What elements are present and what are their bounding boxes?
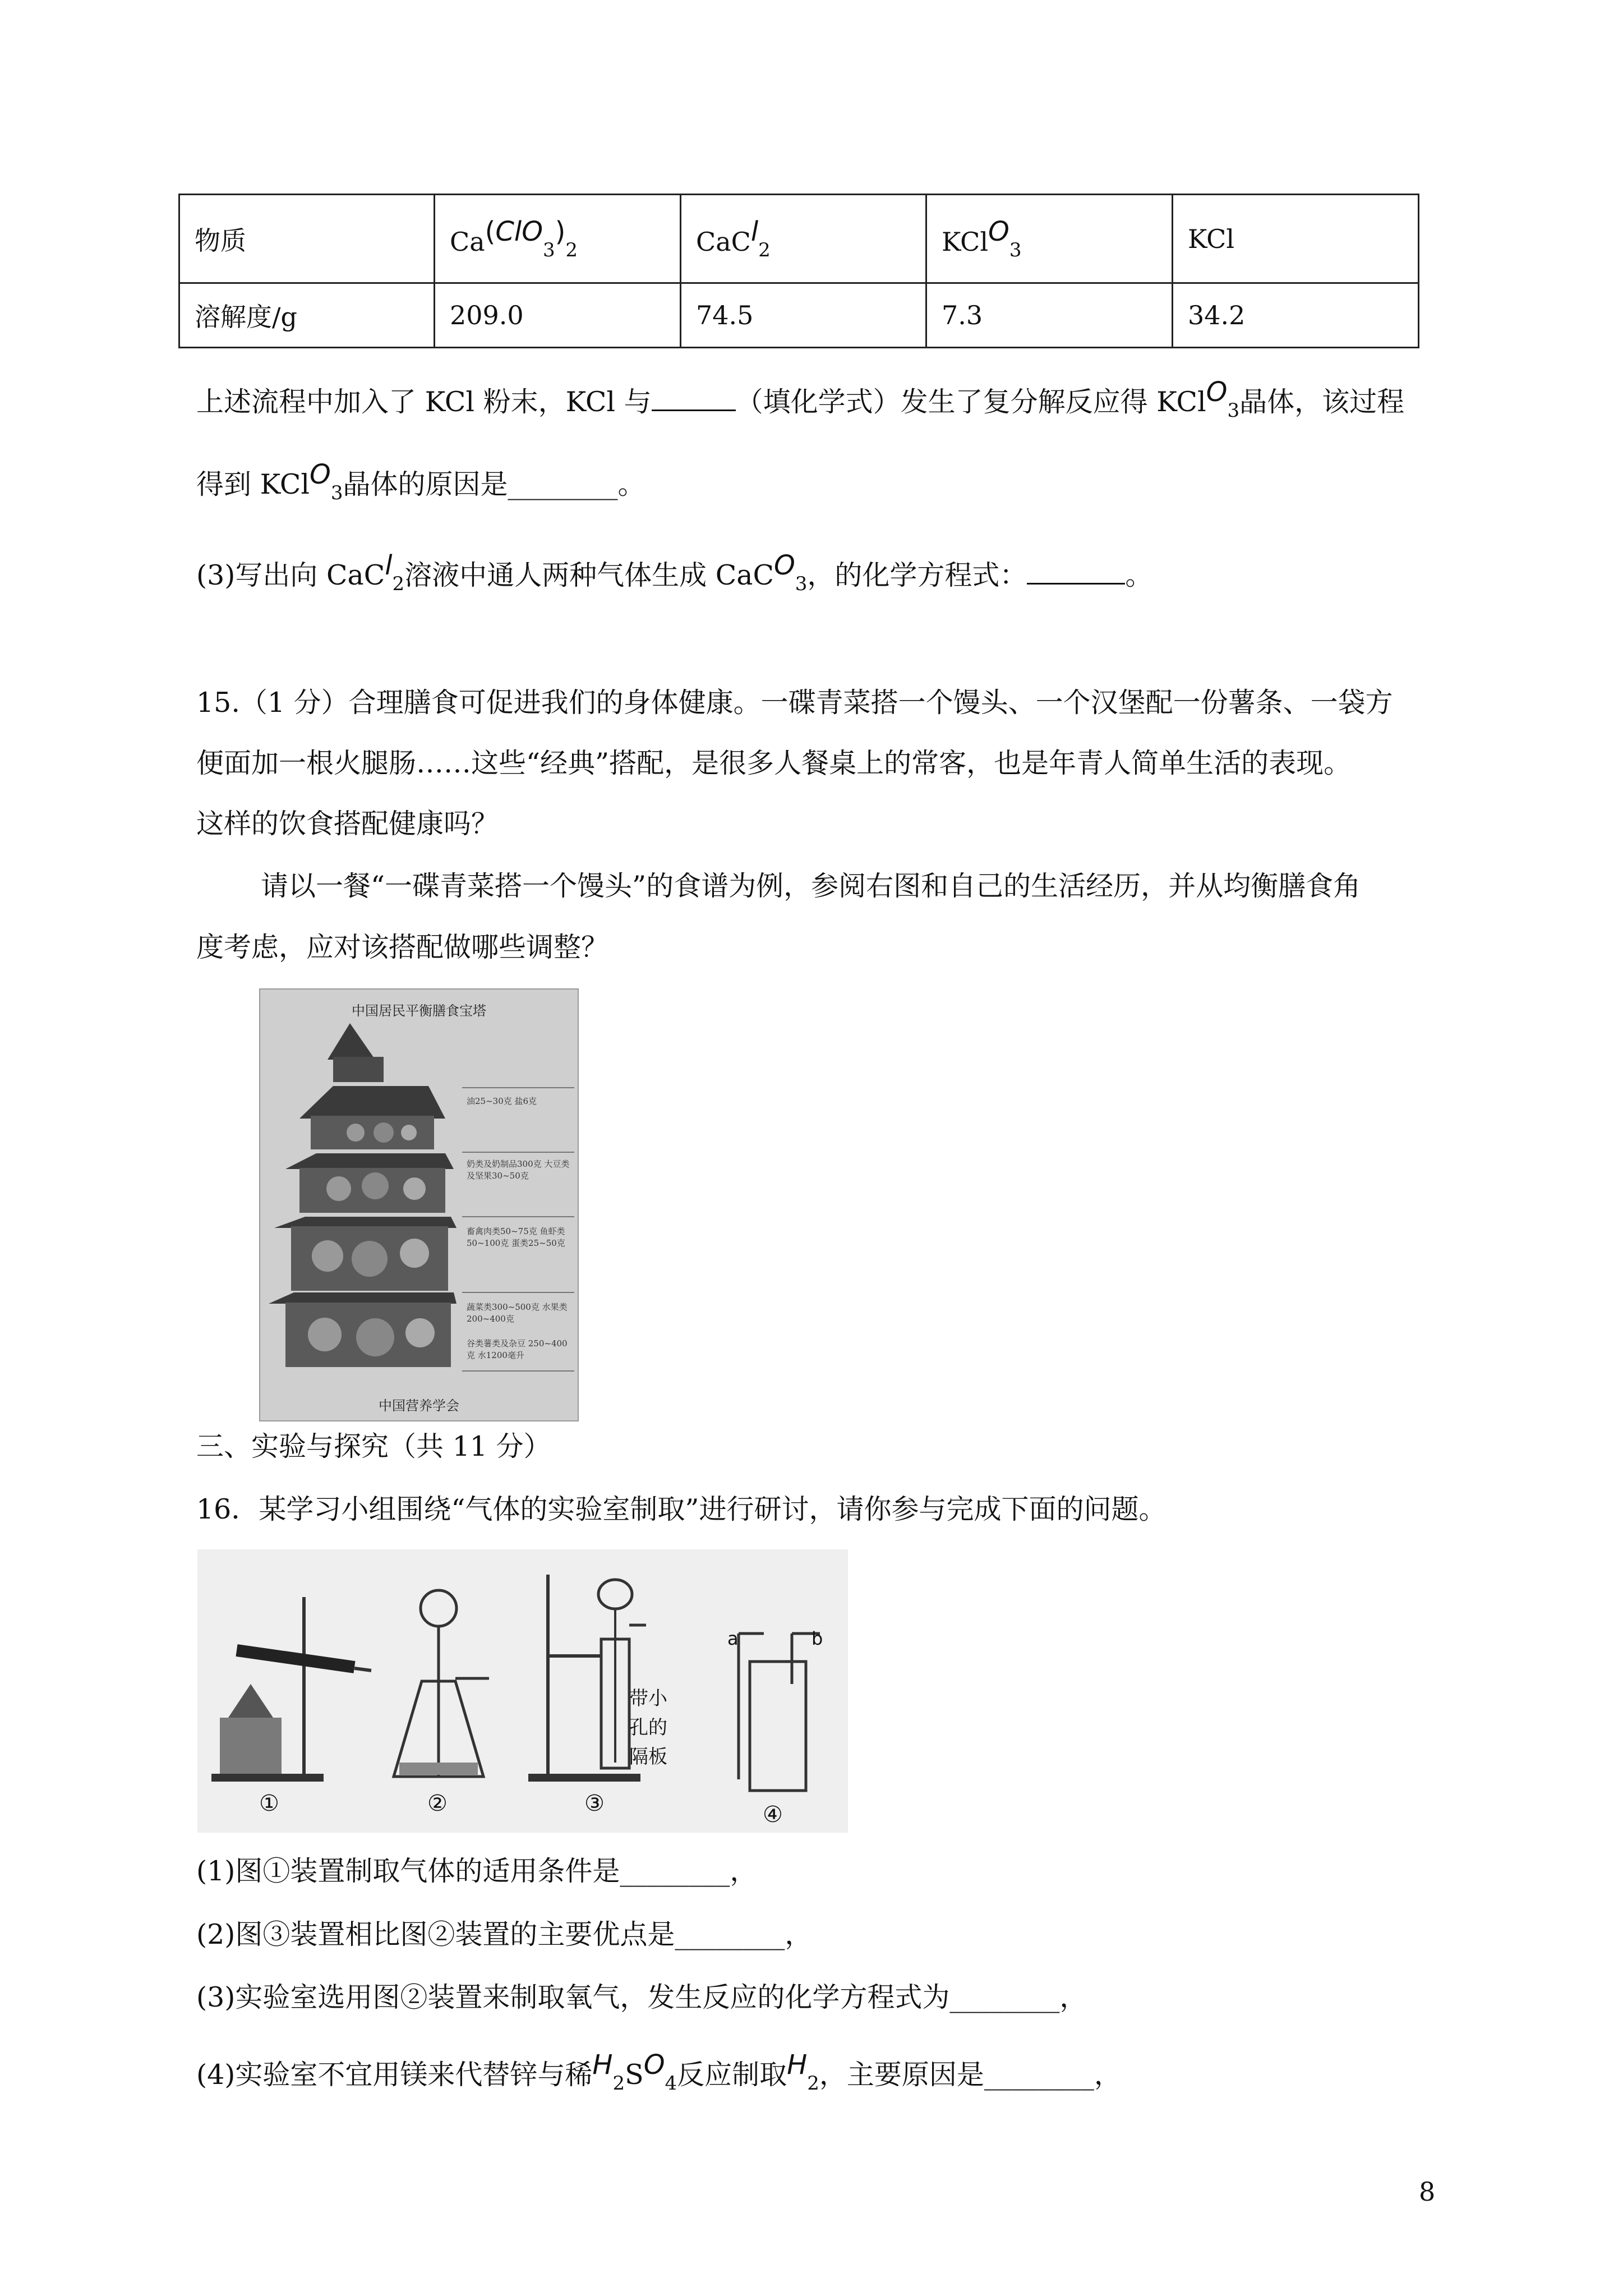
apparatus-illustration bbox=[197, 1549, 848, 1833]
pagoda-title: 中国居民平衡膳食宝塔 bbox=[352, 1003, 486, 1019]
text: 反应制取 bbox=[677, 2059, 787, 2091]
q16-part1 bbox=[196, 1854, 757, 1889]
pagoda-tier-3: 畜禽肉类50~75克 鱼虾类50~100克 蛋类25~50克 bbox=[467, 1226, 565, 1248]
answer-blank[interactable]: ________ bbox=[508, 468, 618, 500]
answer-blank[interactable]: ________ bbox=[675, 1918, 785, 1950]
plate-label-line: 隔板 bbox=[629, 1746, 667, 1768]
q15-line4: 请以一餐“一碟青菜搭一个馒头”的食谱为例，参阅右图和自己的生活经历，并从均衡膳食角 bbox=[261, 870, 1361, 902]
port-label-a: a bbox=[727, 1628, 739, 1649]
plate-label-line: 孔的 bbox=[629, 1717, 667, 1739]
q16-part2 bbox=[196, 1917, 812, 1952]
q16-part3 bbox=[196, 1980, 1087, 2015]
text: (3)实验室选用图②装置来制取氧气，发生反应的化学方程式为 bbox=[196, 1981, 950, 2013]
cell-text: 物质 bbox=[195, 225, 246, 256]
text: （填化学式）发生了复分解反应得 KCl bbox=[735, 386, 1206, 418]
table-cell: 74.5 bbox=[681, 283, 926, 348]
text: 得到 KCl bbox=[196, 468, 310, 500]
q14-part3: (3)写出向 CaCl$_2$溶液中通人两种气体生成 CaCO$_3$，的化学方程式： 。 bbox=[196, 550, 1153, 595]
text: ，主要原因是 bbox=[819, 2059, 984, 2091]
port-label-b: b bbox=[811, 1628, 823, 1649]
page-number: 8 bbox=[1419, 2177, 1436, 2207]
section-3-heading: 三、实验与探究（共 11 分） bbox=[196, 1430, 551, 1462]
solubility-table bbox=[178, 194, 1419, 348]
table-header-kcl bbox=[1173, 195, 1419, 283]
table-cell: 34.2 bbox=[1173, 283, 1419, 348]
plate-label-line: 带小 bbox=[629, 1687, 667, 1710]
text: ，的化学方程式： bbox=[807, 559, 1027, 591]
text: 晶体的原因是 bbox=[343, 468, 508, 500]
q15-line2: 便面加一根火腿肠……这些“经典”搭配，是很多人餐桌上的常客，也是年青人简单生活的表现。 bbox=[196, 747, 1352, 779]
pagoda-tier-5: 谷类薯类及杂豆 250~400克 水1200毫升 bbox=[467, 1338, 568, 1360]
text: 晶体，该过程 bbox=[1239, 386, 1405, 418]
table-header-cacl2: CaCl$_2$ bbox=[681, 195, 926, 283]
text: 溶液中通人两种气体生成 CaC bbox=[404, 559, 774, 591]
text: (3)写出向 CaC bbox=[196, 559, 385, 591]
table-row-label: 溶解度/g bbox=[179, 283, 435, 348]
text: ， bbox=[1059, 1981, 1087, 2013]
q15-line3: 这样的饮食搭配健康吗？ bbox=[196, 808, 499, 840]
apparatus-figure bbox=[197, 1549, 848, 1833]
table-cell: 7.3 bbox=[926, 283, 1173, 348]
q14-line1: 上述流程中加入了 KCl 粉末，KCl 与 （填化学式）发生了复分解反应得 KClO$_3$晶体，该过程 bbox=[196, 376, 1405, 422]
text: 。 bbox=[1125, 559, 1153, 591]
text: (2)图③装置相比图②装置的主要优点是 bbox=[196, 1918, 675, 1950]
text: ， bbox=[730, 1855, 758, 1887]
apparatus-label-1: ① bbox=[259, 1791, 279, 1816]
q16-intro: 16．某学习小组围绕“气体的实验室制取”进行研讨，请你参与完成下面的问题。 bbox=[196, 1493, 1166, 1525]
q15-line1: 15.（1 分）合理膳食可促进我们的身体健康。一碟青菜搭一个馒头、一个汉堡配一份薯条、一袋方 bbox=[196, 687, 1393, 719]
table-header-ca-clo3: $Ca(ClO_3)_2$ bbox=[435, 195, 681, 283]
q16-part4: (4)实验室不宜用镁来代替锌与稀$H_2SO_4$反应制取$H_2$，主要原因是________， bbox=[196, 2049, 1122, 2095]
answer-blank[interactable]: ________ bbox=[620, 1855, 730, 1887]
text: (1)图①装置制取气体的适用条件是 bbox=[196, 1855, 620, 1887]
pagoda-footer: 中国营养学会 bbox=[379, 1398, 459, 1414]
pagoda-tier-4: 蔬菜类300~500克 水果类200~400克 bbox=[467, 1302, 568, 1324]
pagoda-tier-1: 油25~30克 盐6克 bbox=[467, 1096, 537, 1106]
answer-blank[interactable]: ________ bbox=[949, 1981, 1060, 2013]
text: (4)实验室不宜用镁来代替锌与稀 bbox=[196, 2059, 593, 2091]
apparatus-label-4: ④ bbox=[763, 1802, 783, 1828]
text: ， bbox=[1094, 2059, 1122, 2091]
table-header-substance bbox=[179, 195, 435, 283]
answer-blank[interactable] bbox=[652, 387, 736, 411]
perforated-plate-label bbox=[629, 1684, 667, 1772]
answer-blank[interactable]: ________ bbox=[984, 2059, 1094, 2091]
text: 上述流程中加入了 KCl 粉末，KCl 与 bbox=[196, 386, 652, 418]
pagoda-tier-2: 奶类及奶制品300克 大豆类及坚果30~50克 bbox=[467, 1159, 570, 1181]
apparatus-label-2: ② bbox=[427, 1791, 448, 1816]
q15-line5: 度考虑，应对该搭配做哪些调整？ bbox=[196, 931, 609, 963]
table-cell: 209.0 bbox=[435, 283, 681, 348]
q14-line2: 得到 KClO$_3$晶体的原因是________。 bbox=[196, 459, 645, 504]
apparatus-label-3: ③ bbox=[584, 1791, 605, 1816]
cell-text: KCl bbox=[1188, 223, 1235, 254]
table-header-kclo3: KClO$_3$ bbox=[926, 195, 1173, 283]
text: 。 bbox=[617, 468, 645, 500]
food-pagoda-figure bbox=[259, 988, 579, 1421]
text: ， bbox=[785, 1918, 813, 1950]
answer-blank[interactable] bbox=[1027, 560, 1125, 585]
